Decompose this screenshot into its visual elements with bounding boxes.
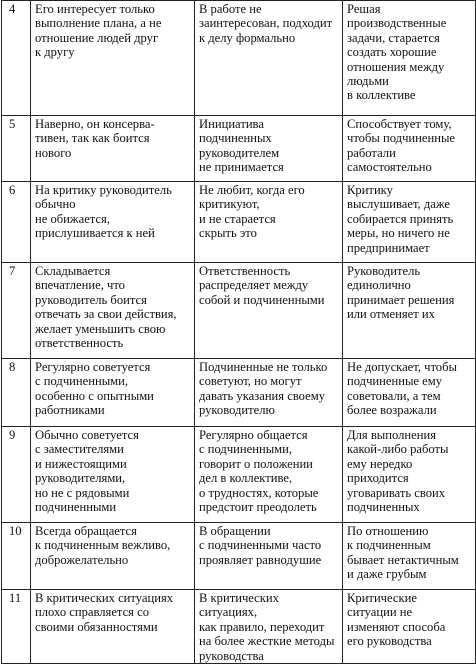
row-number: 4 [2,1,31,116]
statement-cell-c: По отношению к подчиненным бывает нетактичным и даже грубым [343,523,476,590]
table-row [2,182,476,263]
statement-cell-a: Складывается впечатление, что руководитель боится отвечать за свои действия, желает уменьшить свою ответственность [31,263,195,359]
statement-cell-a: Всегда обращается к подчиненным вежливо, доброжелательно [31,523,195,590]
statement-cell-b: Ответственность распределяет между собой и подчиненными [195,263,343,359]
statement-cell-b: Регулярно общается с подчиненными, говорит о положении дел в коллективе, о трудностях, которые предстоит преодолеть [195,427,343,523]
statement-cell-b: Инициатива подчиненных руководителем не принимается [195,116,343,182]
statement-cell-b: В критических ситуациях, как правило, переходит на более жесткие методы руководства [195,590,343,664]
statement-cell-a: Его интересует только выполнение плана, а не отношение людей друг к другу [31,1,195,116]
statement-cell-c: Решая производственные задачи, старается создать хорошие отношения между людьми в коллективе [343,1,476,116]
statement-cell-c: Способствует тому, чтобы подчиненные работали самостоятельно [343,116,476,182]
statement-cell-a: На критику руководитель обычно не обижается, прислушивается к ней [31,182,195,263]
statement-cell-c: Руководитель единолично принимает решения или отменяет их [343,263,476,359]
statement-cell-c: Критические ситуации не изменяют способа его руководства [343,590,476,664]
statement-cell-a: Регулярно советуется с подчиненными, особенно с опытными работниками [31,359,195,427]
table-row [2,1,476,116]
statement-cell-b: Подчиненные не только советуют, но могут давать указания своему руководителю [195,359,343,427]
table-row [2,359,476,427]
row-number: 8 [2,359,31,427]
statement-cell-c: Критику выслушивает, даже собирается принять меры, но ничего не предпринимает [343,182,476,263]
row-number: 5 [2,116,31,182]
statement-cell-a: В критических ситуациях плохо справляется со своими обязанностями [31,590,195,664]
statement-cell-c: Не допускает, чтобы подчиненные ему советовали, а тем более возражали [343,359,476,427]
row-number: 9 [2,427,31,523]
statement-cell-b: В обращении с подчиненными часто проявляет равнодушие [195,523,343,590]
table-body [2,1,476,664]
row-number: 10 [2,523,31,590]
statement-cell-c: Для выполнения какой-либо работы ему нередко приходится уговаривать своих подчиненных [343,427,476,523]
leadership-style-table [1,0,476,664]
table-row [2,116,476,182]
statement-cell-b: Не любит, когда его критикуют, и не старается скрыть это [195,182,343,263]
table-row [2,590,476,664]
row-number: 6 [2,182,31,263]
statement-cell-b: В работе не заинтересован, подходит к делу формально [195,1,343,116]
table-row [2,523,476,590]
table-row [2,427,476,523]
row-number: 7 [2,263,31,359]
statement-cell-a: Наверно, он консерва- тивен, так как боится нового [31,116,195,182]
table-row [2,263,476,359]
statement-cell-a: Обычно советуется с заместителями и нижестоящими руководителями, но не с рядовыми подчиненными [31,427,195,523]
row-number: 11 [2,590,31,664]
